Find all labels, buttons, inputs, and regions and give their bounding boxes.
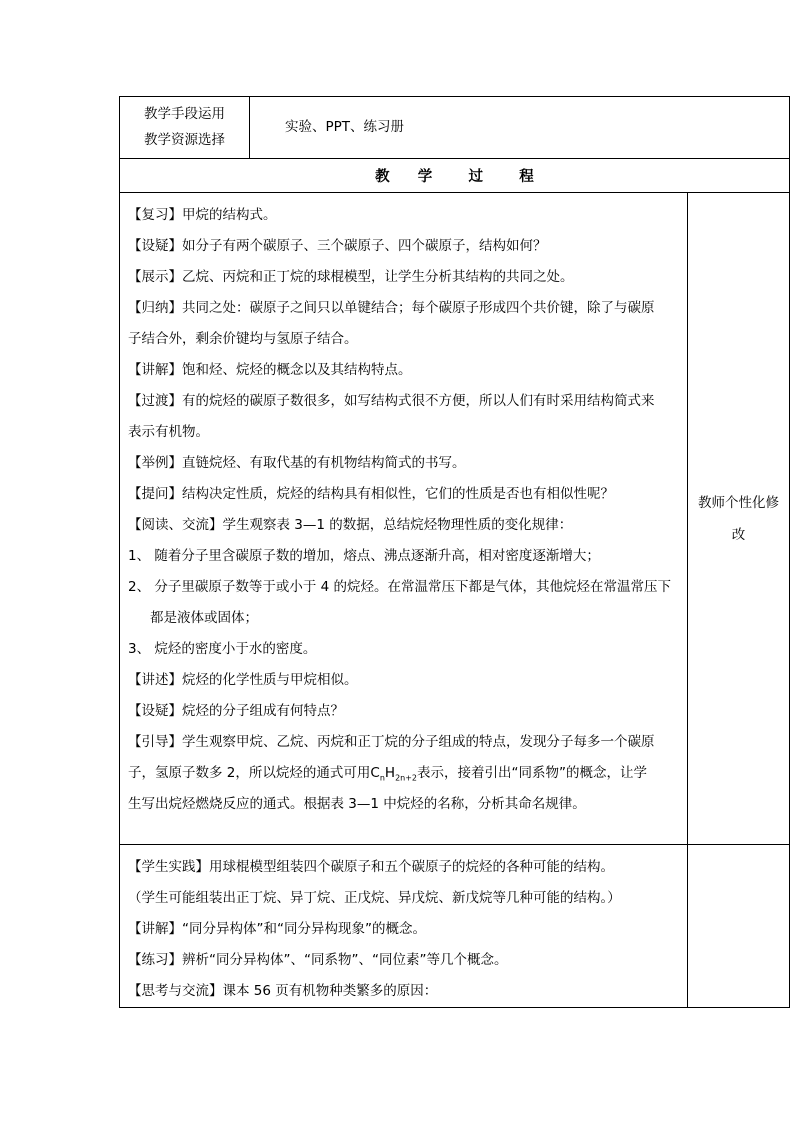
practice-line: 【思考与交流】课本 56 页有机物种类繁多的原因： xyxy=(128,983,438,999)
process-row xyxy=(120,193,790,845)
practice-line: （学生可能组装出正丁烷、异丁烷、正戊烷、异戊烷、新戊烷等几种可能的结构。） xyxy=(128,890,621,906)
teacher-note-line: 教师个性化修 xyxy=(698,494,779,511)
process-line: 2、 分子里碳原子数等于或小于 4 的烷烃。在常温常压下都是气体，其他烷烃在常温常压下 xyxy=(128,579,672,595)
process-line-with-formula xyxy=(128,758,679,789)
section-title-row xyxy=(120,159,790,193)
process-line: 【阅读、交流】学生观察表 3—1 的数据，总结烷烃物理性质的变化规律： xyxy=(128,517,573,533)
process-content xyxy=(120,193,688,845)
practice-line: 【讲解】“同分异构体”和“同分异构现象”的概念。 xyxy=(128,921,426,937)
process-line: 【设疑】如分子有两个碳原子、三个碳原子、四个碳原子，结构如何？ xyxy=(128,238,547,254)
process-line: 【举例】直链烷烃、有取代基的有机物结构简式的书写。 xyxy=(128,455,466,471)
teaching-method-label: 教学手段运用 xyxy=(144,106,225,122)
section-title-char: 教 xyxy=(375,169,390,185)
practice-content xyxy=(120,845,688,1008)
process-line: 【讲解】饱和烃、烷烃的概念以及其结构特点。 xyxy=(128,362,412,378)
practice-line: 【学生实践】用球棍模型组装四个碳原子和五个碳原子的烷烃的各种可能的结构。 xyxy=(128,859,614,875)
header-row xyxy=(120,97,790,159)
process-line: 1、 随着分子里含碳原子数的增加，熔点、沸点逐渐升高，相对密度逐渐增大； xyxy=(128,548,600,564)
process-line: 【过渡】有的烷烃的碳原子数很多，如写结构式很不方便，所以人们有时采用结构简式来 xyxy=(128,393,655,409)
process-line: 生写出烷烃燃烧反应的通式。根据表 3—1 中烷烃的名称，分析其命名规律。 xyxy=(128,796,586,812)
practice-line: 【练习】辨析“同分异构体”、“同系物”、“同位素”等几个概念。 xyxy=(128,952,508,968)
process-line: 【展示】乙烷、丙烷和正丁烷的球棍模型，让学生分析其结构的共同之处。 xyxy=(128,269,574,285)
process-line: 【引导】学生观察甲烷、乙烷、丙烷和正丁烷的分子组成的特点，发现分子每多一个碳原 xyxy=(128,734,655,750)
process-line: 【讲述】烷烃的化学性质与甲烷相似。 xyxy=(128,672,358,688)
process-line: 【复习】甲烷的结构式。 xyxy=(128,207,277,223)
teacher-note-cell xyxy=(688,193,790,845)
section-title-char: 学 xyxy=(417,169,433,185)
practice-row xyxy=(120,845,790,1008)
header-label-cell xyxy=(120,97,250,159)
process-line: 【归纳】共同之处：碳原子之间只以单键结合；每个碳原子形成四个共价键，除了与碳原 xyxy=(128,300,655,316)
header-value-cell: 实验、PPT、练习册 xyxy=(250,97,790,159)
section-title-char: 程 xyxy=(519,169,534,185)
lesson-plan-table xyxy=(119,96,790,1008)
process-line: 表示有机物。 xyxy=(128,424,209,440)
general-formula: $C_nH_{2n+2}$ xyxy=(370,765,418,783)
process-line: 3、 烷烃的密度小于水的密度。 xyxy=(128,641,317,657)
process-line: 子结合外，剩余价键均与氢原子结合。 xyxy=(128,331,358,347)
teaching-resource-label: 教学资源选择 xyxy=(144,132,225,148)
process-line: 【设疑】烷烃的分子组成有何特点？ xyxy=(128,703,344,719)
teacher-note-line: 改 xyxy=(731,526,746,543)
process-line: 【提问】结构决定性质，烷烃的结构具有相似性，它们的性质是否也有相似性呢？ xyxy=(128,486,614,502)
process-text: 子，氢原子数多 2，所以烷烃的通式可用 xyxy=(128,765,371,781)
process-line: 都是液体或固体； xyxy=(150,610,258,626)
process-text: 表示，接着引出“同系物”的概念，让学 xyxy=(417,765,648,781)
section-title-char: 过 xyxy=(468,169,484,185)
practice-note-cell xyxy=(688,845,790,1008)
section-title xyxy=(120,159,790,193)
